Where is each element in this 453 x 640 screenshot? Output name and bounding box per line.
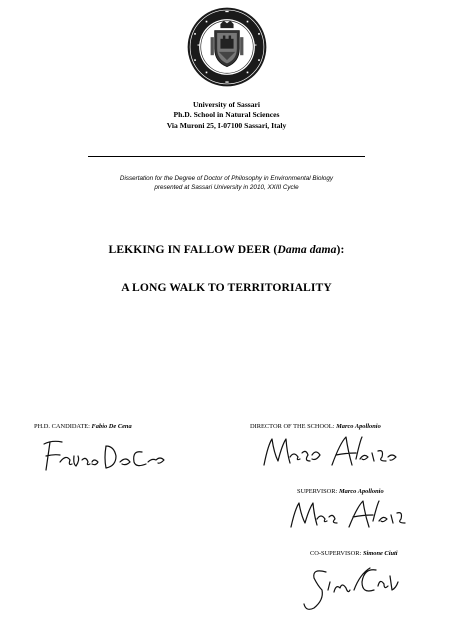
candidate-role: H.D. CANDIDATE:	[37, 423, 90, 430]
director-name: Marco Apollonio	[336, 423, 381, 430]
candidate-name: Fabio De Cena	[91, 423, 132, 430]
cosupervisor-credit	[310, 550, 398, 557]
candidate-signature	[40, 436, 170, 476]
supervisor-role: UPERVISOR:	[300, 488, 338, 495]
cosupervisor-role: O-SUPERVISOR:	[314, 550, 362, 557]
supervisor-signature	[287, 495, 417, 535]
supervisor-role-initial: S	[297, 488, 301, 495]
university-seal-icon	[186, 6, 268, 88]
title-species: Dama dama	[277, 243, 337, 256]
cosupervisor-role-initial: C	[310, 550, 315, 557]
institution-address: Via Muroni 25, I-07100 Sassari, Italy	[166, 120, 287, 130]
dissertation-line-1: Dissertation for the Degree of Doctor of Philosophy in Environmental Biology	[119, 175, 334, 182]
divider	[88, 156, 365, 157]
institution-name: University of Sassari	[192, 100, 261, 109]
candidate-credit	[34, 423, 132, 430]
director-role-initial: D	[250, 423, 255, 430]
director-credit	[250, 423, 381, 430]
thesis-title-line-2: A LONG WALK TO TERRITORIALITY	[121, 281, 332, 294]
cosupervisor-signature	[300, 560, 420, 616]
director-signature	[260, 431, 410, 473]
dissertation-line-2: presented at Sassari University in 2010, XXIII Cycle	[154, 184, 299, 191]
thesis-title-line-1	[0, 243, 453, 256]
title-suffix: ):	[336, 243, 345, 256]
supervisor-name: Marco Apollonio	[338, 488, 384, 495]
school-name: Ph.D. School in Natural Sciences	[173, 110, 280, 120]
title-prefix: LEKKING IN FALLOW DEER (	[108, 243, 278, 256]
candidate-role-initial: P	[34, 423, 38, 430]
institution-block	[0, 100, 453, 131]
dissertation-statement	[0, 174, 453, 192]
director-role: IRECTOR OF THE SCHOOL:	[254, 423, 335, 430]
cosupervisor-name: Simone Ciuti	[362, 550, 398, 557]
supervisor-credit	[297, 488, 384, 495]
